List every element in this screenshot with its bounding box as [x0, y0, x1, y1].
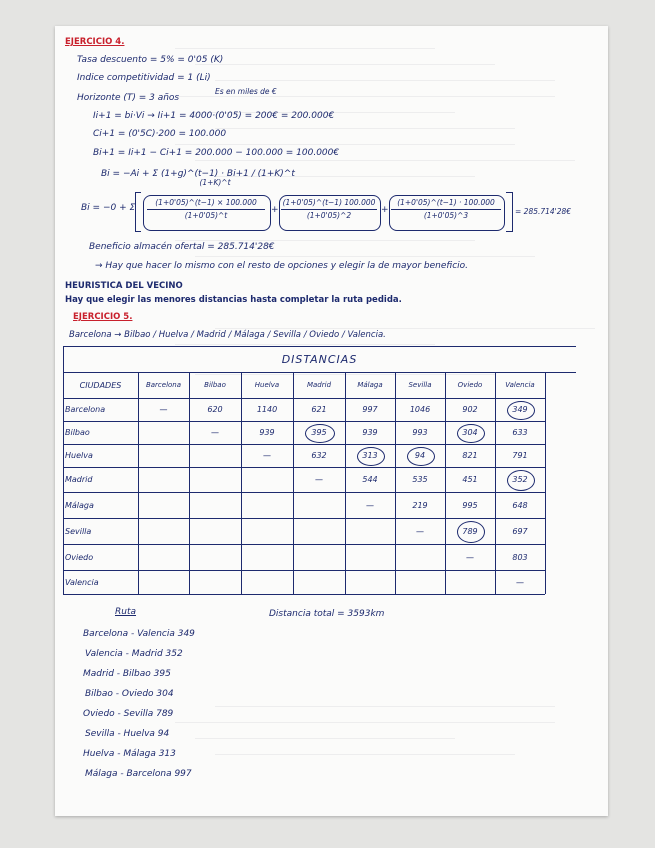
- distance-cell: [241, 467, 293, 492]
- distance-cell: 902: [462, 405, 478, 414]
- distance-cell: 821: [462, 451, 478, 460]
- distance-cell: 313: [362, 451, 378, 460]
- distance-cell: [138, 467, 189, 492]
- route-step: Málaga - Barcelona 997: [85, 769, 192, 779]
- distance-cell: 219: [412, 500, 428, 510]
- distance-cell: [138, 570, 189, 594]
- distance-cell: 352: [512, 475, 528, 484]
- table-corner-header: CIUDADES: [79, 380, 122, 390]
- row-label: Málaga: [65, 500, 94, 510]
- column-header: Oviedo: [457, 381, 483, 389]
- table-col-line-last: [395, 570, 396, 594]
- distance-cell: [189, 544, 241, 570]
- distance-cell: [189, 492, 241, 518]
- route-step: Bilbao - Oviedo 304: [85, 689, 174, 699]
- term-1: [147, 198, 265, 221]
- exercise-5-title: EJERCICIO 5.: [73, 312, 133, 322]
- exercise-4-title: EJERCICIO 4.: [65, 37, 125, 47]
- distance-cell: 451: [462, 475, 478, 484]
- distance-cell: 304: [462, 428, 478, 437]
- table-col-line-last: [189, 570, 190, 594]
- top-denominator: (1+K)^t: [199, 178, 231, 187]
- column-header: Sevilla: [408, 381, 432, 389]
- distance-cell: [293, 570, 345, 594]
- plus-2: +: [381, 205, 389, 215]
- distance-cell: [293, 518, 345, 544]
- route-step: Sevilla - Huelva 94: [85, 729, 170, 739]
- distance-cell: 803: [512, 552, 528, 562]
- distance-cell: 544: [362, 475, 378, 484]
- distance-cell: —: [211, 428, 219, 437]
- distance-cell: 94: [414, 451, 426, 460]
- heuristic-text: Hay que elegir las menores distancias hasta completar la ruta pedida.: [65, 295, 402, 305]
- distance-cell: 1046: [409, 405, 431, 414]
- distance-cell: [138, 544, 189, 570]
- table-col-line-last: [345, 570, 346, 594]
- term-3: [391, 198, 501, 221]
- general-formula: Bi = −Ai + Σ (1+g)^(t−1) · Bi+1 / (1+K)^t: [101, 169, 295, 179]
- route-header: Barcelona → Bilbao / Huelva / Madrid / Málaga / Sevilla / Oviedo / Valencia.: [69, 330, 386, 340]
- selected-distance-circle: [507, 401, 535, 420]
- distance-cell: 395: [311, 428, 327, 437]
- distance-cell: [241, 518, 293, 544]
- row-label: Madrid: [65, 475, 93, 484]
- table-col-line-last: [241, 570, 242, 594]
- distance-cell: 648: [512, 500, 528, 510]
- distance-cell: 993: [412, 428, 428, 437]
- table-col-line-last: [495, 570, 496, 594]
- route-step: Barcelona - Valencia 349: [83, 629, 195, 639]
- table-col-line-last: [138, 570, 139, 594]
- benefit-summary: Beneficio almacén ofertal = 285.714'28€: [89, 242, 275, 252]
- row-label: Valencia: [65, 577, 99, 587]
- distance-cell: [241, 492, 293, 518]
- bi-result: = 285.714'28€: [515, 207, 572, 216]
- horizon-line: Horizonte (T) = 3 años: [77, 93, 180, 103]
- distance-cell: [395, 544, 445, 570]
- selected-distance-circle: [407, 447, 435, 466]
- table-col-line-last: [545, 570, 546, 594]
- distance-cell: [395, 570, 445, 594]
- total-distance: Distancia total = 3593km: [269, 609, 385, 619]
- table-left-border-last: [63, 570, 64, 594]
- distance-cell: [189, 467, 241, 492]
- bracket-denominator-top: [175, 178, 255, 188]
- plus-1: +: [271, 205, 279, 215]
- term-3-numerator: (1+0'05)^(t−1) · 100.000: [397, 198, 495, 207]
- distance-cell: [138, 444, 189, 467]
- distance-table: [63, 346, 576, 594]
- row-label: Barcelona: [65, 405, 106, 414]
- selected-distance-circle: [457, 521, 485, 543]
- distance-cell: [189, 444, 241, 467]
- route-title: Ruta: [115, 607, 137, 617]
- distance-cell: [293, 492, 345, 518]
- term-3-denominator: (1+0'05)^3: [423, 211, 469, 220]
- distance-cell: 997: [362, 405, 378, 414]
- route-step: Madrid - Bilbao 395: [83, 669, 171, 679]
- row-label: Oviedo: [65, 552, 94, 562]
- competitiveness-line: Indice competitividad = 1 (Li): [77, 73, 211, 83]
- distance-cell: —: [516, 577, 524, 587]
- column-header: Bilbao: [204, 381, 226, 389]
- distance-cell: [189, 518, 241, 544]
- distance-cell: —: [263, 451, 271, 460]
- column-header: Huelva: [254, 381, 280, 389]
- distance-cell: 621: [311, 405, 327, 414]
- benefit-line: Bi+1 = Ii+1 − Ci+1 = 200.000 − 100.000 = 100.000€: [93, 148, 340, 158]
- bi-prefix: Bi = −0 + Σ: [81, 203, 136, 213]
- selected-distance-circle: [305, 424, 335, 443]
- term-1-denominator: (1+0'05)^t: [184, 211, 228, 220]
- distance-cell: [189, 570, 241, 594]
- table-col-line: [545, 372, 546, 570]
- distance-cell: [138, 492, 189, 518]
- row-label: Sevilla: [65, 526, 92, 536]
- distance-cell: [293, 544, 345, 570]
- distance-cell: 620: [207, 405, 223, 414]
- term-2: [281, 198, 377, 221]
- route-step: Valencia - Madrid 352: [85, 649, 183, 659]
- distance-cell: 995: [462, 500, 478, 510]
- thousands-note: Es en miles de €: [215, 87, 277, 96]
- selected-distance-circle: [357, 447, 385, 466]
- distance-cell: —: [159, 405, 168, 414]
- term-2-denominator: (1+0'05)^2: [306, 211, 352, 220]
- route-step: Huelva - Málaga 313: [83, 749, 176, 759]
- table-title: DISTANCIAS: [281, 352, 358, 366]
- income-line: Ii+1 = bi·Vi → Ii+1 = 4000·(0'05) = 200€ = 200.000€: [93, 111, 335, 121]
- distance-cell: —: [366, 500, 374, 510]
- distance-cell: 939: [259, 428, 275, 437]
- distance-cell: 791: [512, 451, 528, 460]
- cost-line: Ci+1 = (0'5C)·200 = 100.000: [93, 129, 227, 139]
- distance-cell: 535: [412, 475, 428, 484]
- table-col-line-last: [445, 570, 446, 594]
- distance-cell: [345, 544, 395, 570]
- distance-cell: [241, 544, 293, 570]
- distance-cell: 939: [362, 428, 378, 437]
- distance-cell: 633: [512, 428, 528, 437]
- distance-cell: [445, 570, 495, 594]
- distance-cell: —: [315, 475, 323, 484]
- distance-cell: —: [466, 552, 474, 562]
- term-2-numerator: (1+0'05)^(t−1) 100.000: [282, 198, 376, 207]
- selected-distance-circle: [457, 424, 485, 443]
- conclusion: → Hay que hacer lo mismo con el resto de opciones y elegir la de mayor beneficio.: [95, 261, 469, 271]
- distance-cell: 1140: [256, 405, 278, 414]
- column-header: Madrid: [306, 381, 332, 389]
- column-header: Málaga: [357, 381, 383, 389]
- distance-cell: [345, 570, 395, 594]
- distance-cell: 349: [512, 405, 528, 414]
- column-header: Barcelona: [145, 381, 182, 389]
- table-col-line-last: [293, 570, 294, 594]
- distance-cell: —: [416, 526, 424, 536]
- discount-rate-line: Tasa descuento = 5% = 0'05 (K): [77, 55, 224, 65]
- notebook-page: [55, 26, 608, 816]
- table-bottom-border: [63, 594, 545, 595]
- term-1-numerator: (1+0'05)^(t−1) × 100.000: [155, 198, 257, 207]
- distance-cell: [345, 518, 395, 544]
- column-header: Valencia: [505, 381, 535, 389]
- row-label: Bilbao: [65, 428, 90, 437]
- route-step: Oviedo - Sevilla 789: [83, 709, 174, 719]
- distance-cell: [138, 421, 189, 444]
- distance-cell: 632: [311, 451, 327, 460]
- selected-distance-circle: [507, 470, 535, 491]
- distance-cell: [241, 570, 293, 594]
- heuristic-title: HEURISTICA DEL VECINO: [65, 281, 183, 291]
- distance-cell: 697: [512, 526, 528, 536]
- distance-cell: [138, 518, 189, 544]
- distance-cell: 789: [462, 526, 478, 536]
- row-label: Huelva: [65, 451, 93, 460]
